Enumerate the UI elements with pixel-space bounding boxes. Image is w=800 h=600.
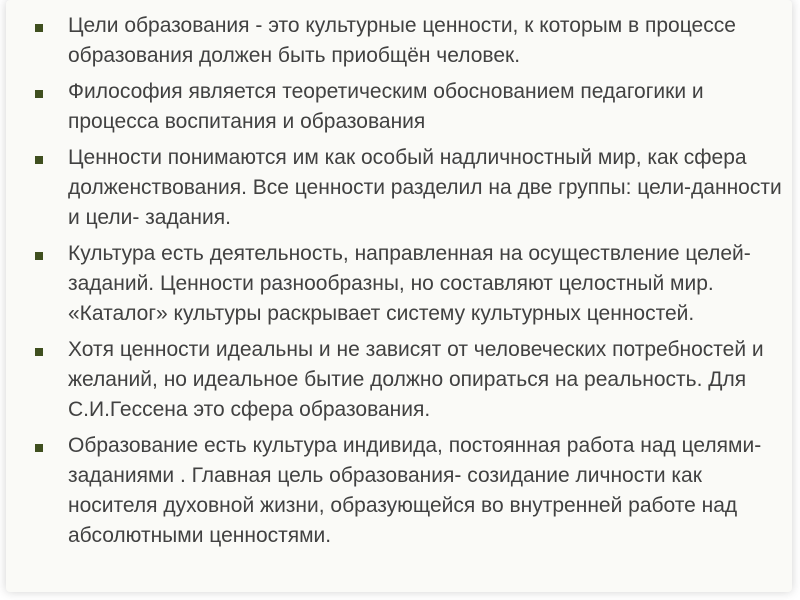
bullet-text: Хотя ценности идеальны и не зависят от человеческих потребностей и желаний, но идеальное бытие должно опираться на реальность. Для С.И.Гессена это сфера образования. <box>68 338 764 421</box>
bullet-text: Цели образования - это культурные ценности, к которым в процессе образования должен быть приобщён человек. <box>68 14 736 67</box>
bullet-item-1 <box>28 11 788 71</box>
square-bullet-icon <box>35 444 43 452</box>
square-bullet-icon <box>35 348 43 356</box>
bullet-item-6 <box>28 431 788 551</box>
bullet-item-3 <box>28 143 788 233</box>
bullet-text: Философия является теоретическим обоснованием педагогики и процесса воспитания и образования <box>68 80 704 133</box>
square-bullet-icon <box>35 252 43 260</box>
square-bullet-icon <box>35 90 43 98</box>
bullet-item-2 <box>28 77 788 137</box>
bullet-text: Образование есть культура индивида, постоянная работа над целями-заданиями . Главная цель образования- созидание личности как носителя духовной жизни, образующейся во внутренней работе над абсолютными ценностями. <box>68 434 762 547</box>
bullet-text: Культура есть деятельность, направленная на осуществление целей-заданий. Ценности разнообразны, но составляют целостный мир. «Каталог» культуры раскрывает систему культурных ценностей. <box>68 242 751 325</box>
square-bullet-icon <box>35 156 43 164</box>
bullet-text: Ценности понимаются им как особый надличностный мир, как сфера долженствования. Все ценности разделил на две группы: цели-данности и цели- задания. <box>68 146 782 229</box>
square-bullet-icon <box>35 24 43 32</box>
slide-content <box>28 8 788 588</box>
bullet-item-5 <box>28 335 788 425</box>
bullet-item-4 <box>28 239 788 329</box>
bullet-list <box>28 11 788 551</box>
